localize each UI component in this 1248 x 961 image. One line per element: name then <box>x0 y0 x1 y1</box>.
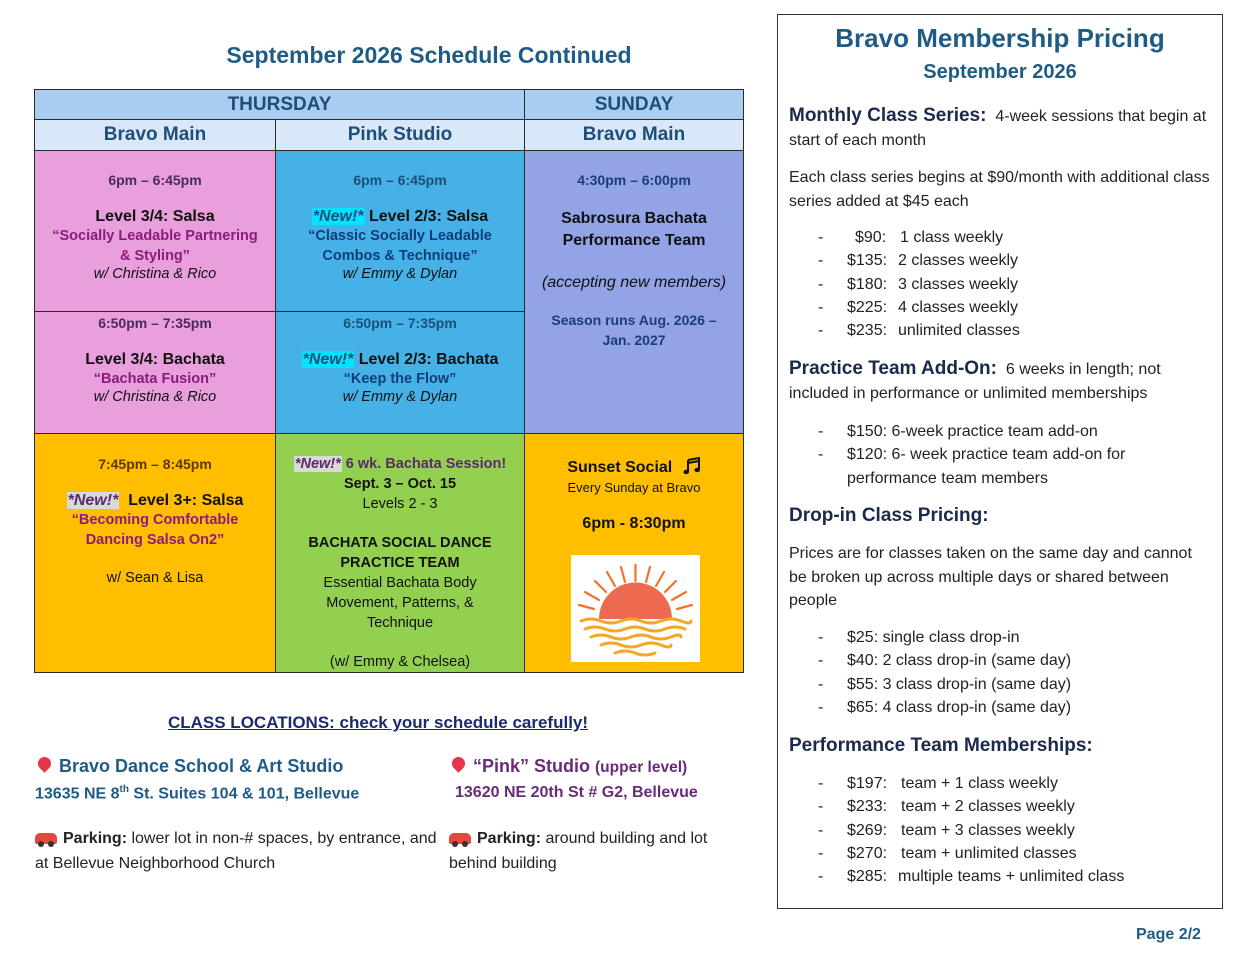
list-item: - $270: team + unlimited classes <box>818 842 1208 865</box>
team-name: Sabrosura Bachata Performance Team <box>561 210 707 249</box>
class-instructors: (w/ Emmy & Chelsea) <box>329 654 471 670</box>
dropin-price-list <box>818 626 1198 719</box>
location-pink-address: 13620 NE 20th St # G2, Bellevue <box>455 784 698 801</box>
class-locations-heading: CLASS LOCATIONS: check your schedule carefully! <box>167 713 589 732</box>
price-label: unlimited classes <box>898 322 1020 340</box>
price: $90: <box>855 229 887 246</box>
price-text: $150: 6-week practice team add-on <box>847 423 1098 440</box>
pricing-subtitle: September 2026 <box>923 61 1077 83</box>
parking-text: lower lot in non-# spaces, by entrance, and at Bellevue Neighborhood Church <box>35 830 437 872</box>
practice-desc: 6 weeks in length; not included in performance or unlimited memberships <box>789 361 1161 402</box>
list-item: - $233: team + 2 classes weekly <box>818 795 1208 818</box>
practice-team-block <box>789 357 1209 405</box>
price-label: team + 2 classes weekly <box>901 798 1075 816</box>
price-label: 2 classes weekly <box>898 252 1019 270</box>
list-item: - $197: team + 1 class weekly <box>818 772 1208 795</box>
list-item: - $135: 2 classes weekly <box>818 249 1198 272</box>
new-badge: *New!* <box>312 208 364 225</box>
location-pink <box>452 756 687 777</box>
price-text: performance team members <box>847 469 1048 487</box>
class-level: Level 3/4: Salsa <box>95 208 215 225</box>
class-time: 7:45pm – 8:45pm <box>98 456 212 472</box>
address-part: 13635 NE 8 <box>35 785 120 803</box>
practice-price-list <box>818 420 1208 490</box>
page-number: Page 2/2 <box>1136 926 1201 943</box>
practice-team-name: BACHATA SOCIAL DANCE PRACTICE TEAM <box>308 535 492 571</box>
event-subtitle: Every Sunday at Bravo <box>567 480 701 495</box>
price: $285: <box>847 868 888 886</box>
price-label: team + unlimited classes <box>901 844 1077 862</box>
price-label: 1 class weekly <box>900 229 1004 246</box>
list-item: - $40: 2 class drop-in (same day) <box>818 649 1198 672</box>
price: $269: <box>847 821 888 839</box>
list-item: - $235: unlimited classes <box>818 319 1198 342</box>
list-item: - $285: multiple teams + unlimited class <box>818 865 1208 888</box>
class-cell-sunday-1 <box>524 150 744 434</box>
list-item: - $225: 4 classes weekly <box>818 296 1198 319</box>
list-item: - $25: single class drop-in <box>818 626 1198 649</box>
price: $197: <box>847 775 888 792</box>
music-note-icon <box>683 457 701 480</box>
day-thursday: THURSDAY <box>34 89 525 120</box>
location-bravo-address <box>35 784 359 803</box>
session-dates: Sept. 3 – Oct. 15 <box>343 476 457 492</box>
price: $270: <box>847 844 888 862</box>
class-focus: “Classic Socially Leadable Combos & Technique” <box>308 228 492 264</box>
new-badge: *New!* <box>294 456 341 472</box>
class-cell-thu-main-1 <box>34 150 276 312</box>
class-instructors: w/ Christina & Rico <box>93 389 217 405</box>
day-sunday: SUNDAY <box>524 89 744 120</box>
list-item: - $269: team + 3 classes weekly <box>818 819 1208 842</box>
location-sunday-bravo-main: Bravo Main <box>524 119 744 151</box>
class-instructors: w/ Emmy & Dylan <box>342 389 458 405</box>
location-pink-parking <box>449 826 739 876</box>
class-level: Level 3+: Salsa <box>128 492 244 509</box>
class-cell-thu-main-2 <box>34 311 276 434</box>
event-time: 6pm - 8:30pm <box>582 515 686 532</box>
location-thursday-bravo-main: Bravo Main <box>34 119 276 151</box>
price-text: $40: 2 class drop-in (same day) <box>847 652 1072 670</box>
price-text: $55: 3 class drop-in (same day) <box>847 675 1072 693</box>
parking-label: Parking: <box>63 830 128 847</box>
map-pin-icon <box>449 754 467 772</box>
practice-team-desc: Essential Bachata Body Movement, Patterns, & Technique <box>323 575 477 631</box>
monthly-price-list <box>818 226 1198 342</box>
class-level: Level 2/3: Bachata <box>358 351 499 368</box>
dropin-note: Prices are for classes taken on the same day and cannot be broken up across multiple days or shared between people <box>789 545 1192 609</box>
class-cell-thu-pink-3 <box>275 433 525 673</box>
schedule-title: September 2026 Schedule Continued <box>226 42 632 68</box>
price: $235: <box>847 322 888 340</box>
price-label: multiple teams + unlimited class <box>898 868 1125 886</box>
address-part: th <box>119 784 129 795</box>
event-title: Sunset Social <box>567 459 673 476</box>
new-badge: *New!* <box>67 492 119 509</box>
price-label: team + 1 class weekly <box>901 775 1058 792</box>
class-level: Level 3/4: Bachata <box>85 351 225 368</box>
class-focus: “Becoming Comfortable Dancing Salsa On2” <box>71 512 239 548</box>
performance-heading: Performance Team Memberships: <box>789 735 1093 756</box>
monthly-desc: 4-week sessions that begin at start of each month <box>789 108 1207 149</box>
car-icon <box>35 833 57 844</box>
class-cell-thu-main-3 <box>34 433 276 673</box>
parking-text: around building and lot behind building <box>449 830 708 872</box>
class-time: 4:30pm – 6:00pm <box>577 172 691 188</box>
map-pin-icon <box>35 754 53 772</box>
new-badge: *New!* <box>302 351 354 368</box>
price-text: $65: 4 class drop-in (same day) <box>847 698 1072 716</box>
list-item: - $55: 3 class drop-in (same day) <box>818 673 1198 696</box>
class-instructors: w/ Emmy & Dylan <box>342 266 458 282</box>
address-part: St. Suites 104 & 101, Bellevue <box>128 785 360 803</box>
monthly-series-block <box>789 104 1209 152</box>
list-item: - $90: 1 class weekly <box>818 226 1198 249</box>
car-icon <box>449 833 471 844</box>
class-time: 6:50pm – 7:35pm <box>98 315 212 331</box>
team-note: (accepting new members) <box>541 274 727 291</box>
class-focus: “Keep the Flow” <box>343 371 457 387</box>
sunset-image <box>571 555 700 662</box>
list-item: - $120: 6- week practice team add-on for <box>818 443 1208 466</box>
monthly-heading: Monthly Class Series: <box>789 105 987 126</box>
season-dates: Season runs Aug. 2026 – Jan. 2027 <box>551 312 717 348</box>
session-title: 6 wk. Bachata Session! <box>345 456 507 472</box>
class-focus: “Socially Leadable Partnering & Styling” <box>52 228 258 264</box>
location-bravo-parking <box>35 826 440 876</box>
list-item <box>818 467 1208 490</box>
class-instructors: w/ Christina & Rico <box>93 266 217 282</box>
location-bravo <box>38 756 343 777</box>
practice-heading: Practice Team Add-On: <box>789 358 997 379</box>
price-text: $120: 6- week practice team add-on for <box>847 446 1126 464</box>
price: $233: <box>847 798 888 816</box>
session-levels: Levels 2 - 3 <box>362 496 438 512</box>
pricing-title: Bravo Membership Pricing <box>835 23 1165 53</box>
performance-price-list <box>818 772 1208 888</box>
parking-label: Parking: <box>477 830 542 847</box>
class-time: 6pm – 6:45pm <box>353 172 447 188</box>
list-item: - $180: 3 classes weekly <box>818 273 1198 296</box>
class-instructors: w/ Sean & Lisa <box>106 570 204 586</box>
price: $180: <box>847 275 888 293</box>
monthly-note: Each class series begins at $90/month with additional class series added at $45 each <box>789 169 1210 210</box>
dropin-heading: Drop-in Class Pricing: <box>789 505 989 526</box>
list-item: - $65: 4 class drop-in (same day) <box>818 696 1198 719</box>
price-text: $25: single class drop-in <box>847 629 1020 646</box>
location-name-extra: (upper level) <box>595 759 688 776</box>
class-time: 6:50pm – 7:35pm <box>343 315 457 331</box>
list-item: - $150: 6-week practice team add-on <box>818 420 1208 443</box>
class-cell-thu-pink-1 <box>275 150 525 312</box>
price-label: team + 3 classes weekly <box>901 821 1075 839</box>
price: $225: <box>847 298 888 316</box>
price-label: 4 classes weekly <box>898 298 1019 316</box>
price: $135: <box>847 252 888 270</box>
class-focus: “Bachata Fusion” <box>93 371 217 387</box>
class-level: Level 2/3: Salsa <box>368 208 489 225</box>
location-name: “Pink” Studio <box>473 756 590 776</box>
location-thursday-pink-studio: Pink Studio <box>275 119 525 151</box>
price-label: 3 classes weekly <box>898 275 1019 293</box>
location-name: Bravo Dance School & Art Studio <box>59 756 344 776</box>
class-cell-thu-pink-2 <box>275 311 525 434</box>
class-time: 6pm – 6:45pm <box>108 172 202 188</box>
